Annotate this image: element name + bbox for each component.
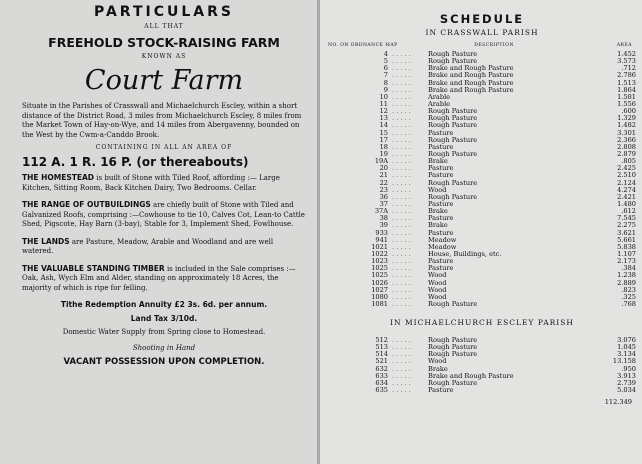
all-that-caption: ALL THAT [144,23,184,30]
table-row [328,366,636,373]
table-row [328,137,636,144]
area-cell: 2.173 [617,257,636,266]
description-cell: Rough Pasture [428,51,478,58]
table-row [328,101,636,108]
description-cell: Brake and Rough Pasture [428,86,514,94]
map-number-cell: 513 [375,343,388,352]
situation-text: Situate in the Parishes of Crasswall and Michaelchurch Escley, within a short distance of the District Road, 3 miles from Michaelchurch Escley, 8 miles from the Market Town of Hay-on-Wye, and 14 miles from Abergavenny, bounded on the West by the Cwm-a-Canddo Brook. [22,102,302,139]
table-row [328,387,636,394]
description-cell: Rough Pasture [428,58,478,66]
description-cell: Wood [428,186,447,194]
leader-dots: . . . . . [392,358,411,366]
map-number-cell: 37A [374,207,388,216]
table-row [328,72,636,79]
map-number-cell: 17 [379,135,388,144]
area-cell: 2.510 [617,171,636,180]
area-cell: .805 [621,157,636,166]
lands-heading: THE LANDS [22,236,70,246]
outbuildings-paragraph [22,200,306,230]
timber-paragraph [22,264,306,294]
leader-dots: . . . . . [392,344,411,352]
map-number-cell: 1021 [371,242,388,251]
leader-dots: . . . . . [392,351,411,359]
leader-dots: . . . . . [392,86,411,94]
area-cell: .325 [621,292,636,301]
description-cell: Pasture [428,387,454,395]
description-cell: Wood [428,272,447,280]
leader-dots: . . . . . [392,65,411,73]
leader-dots: . . . . . [392,293,411,301]
description-cell: Brake and Rough Pasture [428,65,514,73]
area-cell: 2.889 [617,278,636,287]
table-row [328,87,636,94]
description-cell: Wood [428,286,447,294]
table-row [328,158,636,165]
description-cell: Meadow [428,236,457,244]
map-number-cell: 20 [379,164,388,173]
map-number-cell: 1026 [371,278,388,287]
area-cell: 1.238 [617,271,636,280]
description-cell: Pasture [428,215,454,223]
leader-dots: . . . . . [392,165,411,173]
leader-dots: . . . . . [392,272,411,280]
description-cell: Rough Pasture [428,379,478,387]
table-row [328,51,636,58]
column-header-description: DESCRIPTION [474,43,514,48]
area-cell: 2.808 [617,142,636,151]
containing-caption: CONTAINING IN ALL AN AREA OF [95,144,233,151]
schedule-page [320,0,642,464]
description-cell: Rough Pasture [428,300,478,308]
area-cell: .768 [621,299,636,308]
crasswall-schedule-table [328,51,636,308]
area-cell: 4.274 [617,185,636,194]
description-cell: Arable [428,100,451,108]
map-number-cell: 21 [379,171,388,180]
description-cell: Brake [428,365,448,373]
crasswall-parish-heading: IN CRASSWALL PARISH [425,28,539,37]
description-cell: Pasture [428,265,454,273]
area-cell: 1.556 [617,99,636,108]
map-number-cell: 37 [379,199,388,208]
description-cell: Meadow [428,243,457,251]
area-cell: 7.545 [617,214,636,223]
description-cell: Rough Pasture [428,179,478,187]
map-number-cell: 14 [379,121,388,130]
area-cell: 1.482 [617,121,636,130]
leader-dots: . . . . . [392,150,411,158]
area-cell: 1.480 [617,199,636,208]
leader-dots: . . . . . [392,243,411,251]
known-as-caption: KNOWN AS [141,53,187,60]
leader-dots: . . . . . [392,265,411,273]
table-row [328,94,636,101]
table-row [328,130,636,137]
michaelchurch-schedule-table [328,337,636,394]
area-cell: 1.513 [617,78,636,87]
description-cell: Pasture [428,229,454,237]
map-number-cell: 36 [379,192,388,201]
map-number-cell: 12 [379,107,388,116]
leader-dots: . . . . . [392,186,411,194]
map-number-cell: 521 [375,357,388,366]
map-number-cell: 6 [383,64,388,73]
michaelchurch-parish-heading: IN MICHAELCHURCH ESCLEY PARISH [390,318,574,328]
description-cell: Rough Pasture [428,337,478,345]
leader-dots: . . . . . [392,93,411,101]
area-cell: 3.301 [617,128,636,137]
map-number-cell: 4 [383,50,388,58]
description-cell: Arable [428,93,451,101]
map-number-cell: 1025 [371,264,388,273]
timber-text: is included in the Sale comprises :—Oak, Ash, Wych Elm and Alder, standing on approximately 18 Acres, the majority of which is ripe for felling. [22,264,296,292]
leader-dots: . . . . . [392,100,411,108]
area-cell: 5.034 [617,386,636,395]
area-cell: .823 [621,285,636,294]
outbuildings-heading: THE RANGE OF OUTBUILDINGS [22,200,151,209]
table-row [328,337,636,344]
table-row [328,58,636,65]
map-number-cell: 39 [379,221,388,230]
lands-paragraph [22,237,306,257]
leader-dots: . . . . . [392,365,411,373]
tithe-line: Tithe Redemption Annuity £2 3s. 6d. per annum. [60,300,268,309]
description-cell: Pasture [428,200,454,208]
column-header-area: AREA [616,43,632,48]
map-number-cell: 941 [375,235,388,244]
schedule-title: SCHEDULE [439,12,525,26]
map-number-cell: 5 [383,57,388,66]
homestead-text: is built of Stone with Tiled Roof, affording :— Large Kitchen, Sitting Room, Back Kitchen Dairy, Two Bedrooms. Cellar. [22,174,280,192]
map-number-cell: 1080 [371,292,388,301]
description-cell: Rough Pasture [428,351,478,359]
leader-dots: . . . . . [392,108,411,116]
description-cell: Brake and Rough Pasture [428,79,514,87]
particulars-title: PARTICULARS [94,4,234,20]
description-cell: Rough Pasture [428,150,478,158]
leader-dots: . . . . . [392,143,411,151]
area-cell: 5.661 [617,235,636,244]
leader-dots: . . . . . [392,222,411,230]
map-number-cell: 13 [379,114,388,123]
area-cell: .384 [621,264,636,273]
particulars-page [0,0,318,464]
description-cell: Wood [428,279,447,287]
map-number-cell: 19 [379,149,388,158]
leader-dots: . . . . . [392,51,411,58]
map-number-cell: 635 [375,386,388,395]
leader-dots: . . . . . [392,193,411,201]
area-cell: 1.581 [617,92,636,101]
leader-dots: . . . . . [392,279,411,287]
area-cell: 3.076 [617,336,636,345]
area-total: 112 A. 1 R. 16 P. (or thereabouts) [22,155,249,169]
description-cell: Rough Pasture [428,108,478,116]
area-cell: 3.913 [617,371,636,380]
area-cell: .612 [621,207,636,216]
table-row [328,144,636,151]
leader-dots: . . . . . [392,208,411,216]
map-number-cell: 22 [379,178,388,187]
map-number-cell: 18 [379,142,388,151]
area-cell: 3.621 [617,228,636,237]
map-number-cell: 8 [383,78,388,87]
table-row [328,180,636,187]
farm-type-heading: FREEHOLD STOCK-RAISING FARM [48,35,280,50]
table-row [328,301,636,308]
description-cell: Brake [428,222,448,230]
description-cell: Rough Pasture [428,344,478,352]
column-header-map-no: NO. ON ORDNANCE MAP [328,43,398,48]
timber-heading: THE VALUABLE STANDING TIMBER [22,263,165,273]
table-row [328,373,636,380]
area-cell: 2.879 [617,149,636,158]
area-cell: 5.838 [617,242,636,251]
area-cell: 2.366 [617,135,636,144]
leader-dots: . . . . . [392,200,411,208]
area-cell: 2.124 [617,178,636,187]
description-cell: Pasture [428,165,454,173]
area-cell: 1.107 [617,249,636,258]
leader-dots: . . . . . [392,337,411,345]
area-cell: 2.425 [617,164,636,173]
area-cell: 13.158 [612,357,636,366]
description-cell: Wood [428,358,447,366]
area-cell: 1.864 [617,85,636,94]
table-row [328,344,636,351]
vacant-possession-line: VACANT POSSESSION UPON COMPLETION. [63,356,265,367]
description-cell: Brake and Rough Pasture [428,72,514,80]
schedule-total-area: 112.349 [604,398,632,407]
table-row [328,108,636,115]
leader-dots: . . . . . [392,115,411,123]
description-cell: Pasture [428,143,454,151]
table-row [328,222,636,229]
description-cell: Brake [428,208,448,216]
table-row [328,172,636,179]
schedule-column-headers [328,43,636,48]
map-number-cell: 1022 [371,249,388,258]
leader-dots: . . . . . [392,79,411,87]
leader-dots: . . . . . [392,372,411,380]
area-cell: .600 [621,107,636,116]
leader-dots: . . . . . [392,387,411,395]
description-cell: Rough Pasture [428,122,478,130]
leader-dots: . . . . . [392,129,411,137]
area-cell: 1.329 [617,114,636,123]
schedule-total-row [328,398,636,406]
leader-dots: . . . . . [392,179,411,187]
map-number-cell: 7 [383,71,388,80]
leader-dots: . . . . . [392,236,411,244]
leader-dots: . . . . . [392,300,411,308]
area-cell: 2.786 [617,71,636,80]
map-number-cell: 933 [375,228,388,237]
homestead-paragraph [22,173,306,193]
area-cell: 1.045 [617,343,636,352]
map-number-cell: 23 [379,185,388,194]
leader-dots: . . . . . [392,122,411,130]
description-cell: Brake [428,158,448,166]
leader-dots: . . . . . [392,158,411,166]
area-cell: 3.573 [617,57,636,66]
homestead-heading: THE HOMESTEAD [22,173,95,182]
map-number-cell: 38 [379,214,388,223]
description-cell: House, Buildings, etc. [428,250,502,258]
table-row [328,115,636,122]
table-row [328,194,636,201]
area-cell: 1.452 [617,50,636,58]
area-cell: 2.275 [617,221,636,230]
table-row [328,380,636,387]
map-number-cell: 632 [375,364,388,373]
map-number-cell: 514 [375,350,388,359]
leader-dots: . . . . . [392,136,411,144]
area-cell: 2.739 [617,378,636,387]
map-number-cell: 633 [375,371,388,380]
table-row [328,65,636,72]
table-row [328,215,636,222]
outbuildings-text: are chiefly built of Stone with Tiled and Galvanized Roofs, comprising :—Cowhouse to tie 10, Calves Cot, Lean-to Cattle Shed, Pigscote, Hay Barn (3-bay), Stable for 3, Implement Shed, Fowlhouse. [22,201,305,228]
map-number-cell: 9 [383,85,388,94]
description-cell: Rough Pasture [428,193,478,201]
description-cell: Brake and Rough Pasture [428,372,514,380]
area-cell: .950 [621,364,636,373]
map-number-cell: 10 [379,92,388,101]
leader-dots: . . . . . [392,286,411,294]
leader-dots: . . . . . [392,229,411,237]
map-number-cell: 1025 [371,271,388,280]
leader-dots: . . . . . [392,379,411,387]
leader-dots: . . . . . [392,58,411,66]
description-cell: Rough Pasture [428,136,478,144]
leader-dots: . . . . . [392,72,411,80]
map-number-cell: 512 [375,336,388,345]
table-row [328,351,636,358]
map-number-cell: 1081 [371,299,388,308]
table-row [328,208,636,215]
table-row [328,165,636,172]
table-row [328,80,636,87]
leader-dots: . . . . . [392,250,411,258]
shooting-line: Shooting in Hand [132,343,196,352]
table-row [328,358,636,365]
map-number-cell: 15 [379,128,388,137]
map-number-cell: 19A [374,157,388,166]
map-number-cell: 1023 [371,257,388,266]
leader-dots: . . . . . [392,258,411,266]
description-cell: Rough Pasture [428,115,478,123]
area-cell: 3.134 [617,350,636,359]
description-cell: Pasture [428,129,454,137]
map-number-cell: 1027 [371,285,388,294]
description-cell: Pasture [428,172,454,180]
description-cell: Pasture [428,258,454,266]
leader-dots: . . . . . [392,172,411,180]
table-row [328,230,636,237]
land-tax-line: Land Tax 3/10d. [130,314,198,323]
lands-text: are Pasture, Meadow, Arable and Woodland and are well watered. [22,237,274,255]
map-number-cell: 634 [375,378,388,387]
farm-name: Court Farm [84,65,244,96]
map-number-cell: 11 [379,99,388,108]
leader-dots: . . . . . [392,215,411,223]
water-supply-line: Domestic Water Supply from Spring close to Homestead. [62,328,266,336]
table-row [328,122,636,129]
area-cell: .712 [621,64,636,73]
table-row [328,187,636,194]
area-cell: 2.421 [617,192,636,201]
description-cell: Wood [428,293,447,301]
